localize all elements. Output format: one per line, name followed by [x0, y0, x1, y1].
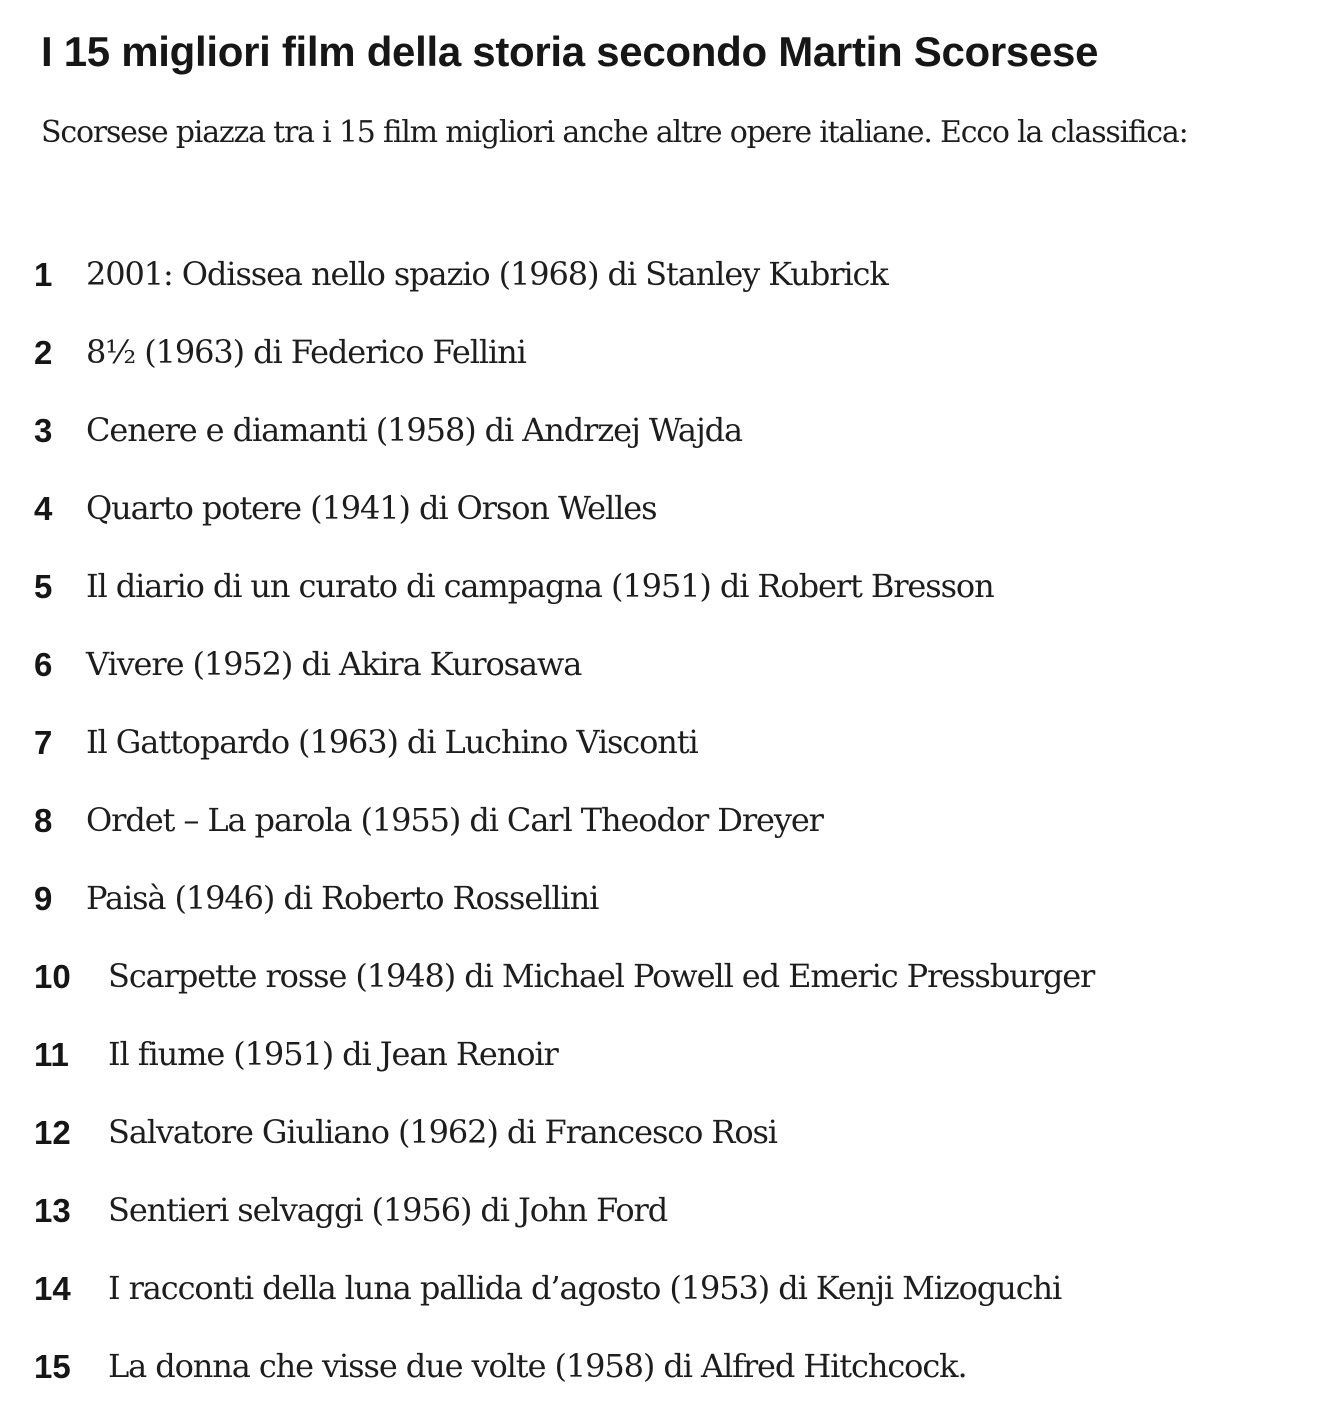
film-entry: Salvatore Giuliano (1962) di Francesco Rosi [108, 1113, 777, 1151]
rank-number: 15 [34, 1348, 71, 1385]
film-entry: Scarpette rosse (1948) di Michael Powell ed Emeric Pressburger [108, 957, 1095, 995]
rank-number: 3 [34, 412, 53, 449]
rank-number: 13 [34, 1192, 71, 1229]
list-item [0, 873, 1330, 925]
rank-number: 10 [34, 958, 71, 995]
film-entry: Cenere e diamanti (1958) di Andrzej Wajda [86, 411, 743, 449]
list-item [0, 1341, 1330, 1393]
rank-number: 6 [34, 646, 53, 683]
film-entry: Il fiume (1951) di Jean Renoir [108, 1035, 558, 1073]
list-item [0, 327, 1330, 379]
rank-number: 12 [34, 1114, 71, 1151]
film-entry: Il diario di un curato di campagna (1951) di Robert Bresson [86, 567, 994, 605]
rank-number: 9 [34, 880, 53, 917]
list-item [0, 1029, 1330, 1081]
list-item [0, 951, 1330, 1003]
film-entry: Sentieri selvaggi (1956) di John Ford [108, 1191, 668, 1229]
film-entry: 8½ (1963) di Federico Fellini [86, 333, 526, 371]
rank-number: 5 [34, 568, 53, 605]
film-entry: Paisà (1946) di Roberto Rossellini [86, 879, 599, 917]
film-entry: Ordet – La parola (1955) di Carl Theodor Dreyer [86, 801, 823, 839]
list-item [0, 717, 1330, 769]
film-entry: Quarto potere (1941) di Orson Welles [86, 489, 657, 527]
film-entry: Il Gattopardo (1963) di Luchino Visconti [86, 723, 698, 761]
list-item [0, 639, 1330, 691]
film-entry: La donna che visse due volte (1958) di Alfred Hitchcock. [108, 1347, 967, 1385]
rank-number: 4 [34, 490, 53, 527]
list-item [0, 249, 1330, 301]
list-item [0, 405, 1330, 457]
rank-number: 14 [34, 1270, 71, 1307]
rank-number: 8 [34, 802, 53, 839]
list-item [0, 483, 1330, 535]
rank-number: 1 [34, 256, 53, 293]
rank-number: 11 [34, 1036, 69, 1073]
intro-paragraph: Scorsese piazza tra i 15 film migliori anche altre opere italiane. Ecco la classifica: [41, 115, 1188, 150]
list-item [0, 1107, 1330, 1159]
film-entry: I racconti della luna pallida d’agosto (1953) di Kenji Mizoguchi [108, 1269, 1062, 1307]
list-item [0, 1185, 1330, 1237]
film-entry: 2001: Odissea nello spazio (1968) di Stanley Kubrick [86, 255, 888, 293]
list-item [0, 795, 1330, 847]
list-item [0, 561, 1330, 613]
page-title: I 15 migliori film della storia secondo Martin Scorsese [41, 28, 1099, 75]
film-entry: Vivere (1952) di Akira Kurosawa [86, 645, 582, 683]
list-item [0, 1263, 1330, 1315]
rank-number: 2 [34, 334, 53, 371]
rank-number: 7 [34, 724, 53, 761]
